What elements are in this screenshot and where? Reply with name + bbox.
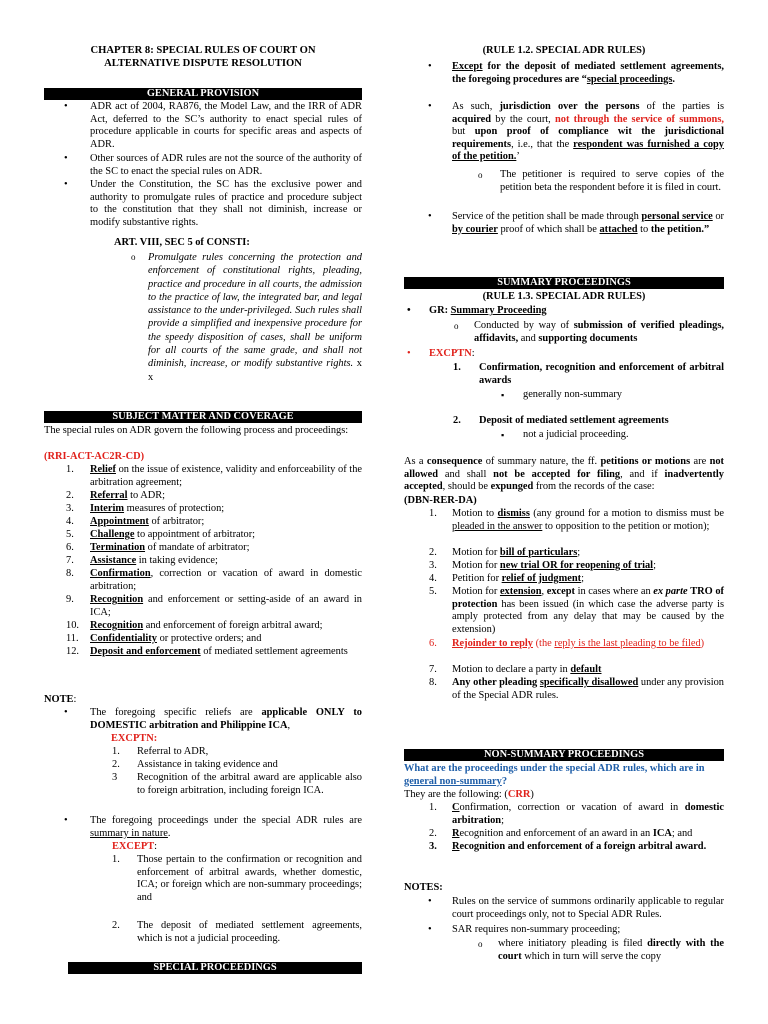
constitution-quote: o Promulgate rules concerning the protection and enforcement of constitutional rights, pleading, practice and procedure in all courts, the admission to the practice of law, the integrated bar, and legal assistance to the under-privileged. Such rules shall provide a simplified and inexpensive procedure for the speedy disposition of cases, shall be uniform for all courts of the same grade, and shall not diminish, increase, or modify substantive rights. x x <box>148 251 362 384</box>
rule12-bullet-3: • Service of the petition shall be made through personal service or by courier proof of which shall be attached to the petition.” <box>452 211 724 236</box>
square-bullet-icon <box>501 429 504 443</box>
motions-mnemonic: (DBN-RER-DA) <box>404 495 477 506</box>
nonsummary-question: What are the proceedings under the special ADR rules, which are in general non-summary? <box>404 763 705 787</box>
list-item: • ADR act of 2004, RA876, the Model Law, and the IRR of ADR Act, deferred to the SC’s authority to enact special rules of procedure applicable in courts for specific areas and aspects of ADR. <box>44 101 362 153</box>
nonsummary-item: 1. Confirmation, correction or vacation of award in domestic arbitration; <box>429 802 724 826</box>
circle-bullet-icon <box>478 169 483 183</box>
bullet-icon <box>428 211 432 224</box>
subject-mnemonic: (RRI-ACT-AC2R-CD) <box>44 451 145 462</box>
note-bullet-2: • The foregoing proceedings under the special ADR rules are summary in nature. <box>90 815 362 840</box>
excptn-item-1-sub: ▪ generally non-summary <box>523 389 622 402</box>
bullet-icon <box>64 707 68 720</box>
list-item: 2. The deposit of mediated settlement agreements, which is not a judicial proceeding. <box>112 920 362 944</box>
motion-item: 1. Motion to dismiss (any ground for a motion to dismiss must be pleaded in the answer to opposition to the petition or motion); <box>429 508 724 532</box>
except-label: EXCEPT: <box>112 841 158 852</box>
subject-list-item: 8. Confirmation, correction or vacation of award in domestic arbitration; <box>66 568 362 592</box>
excptn-line: • EXCPTN: <box>429 348 475 361</box>
note-bullet-1: • The foregoing specific reliefs are applicable ONLY to DOMESTIC arbitration and Philippine ICA, <box>90 707 362 732</box>
motion-item: 8. Any other pleading specifically disallowed under any provision of the Special ADR rules. <box>429 677 724 701</box>
rule12-sub: o The petitioner is required to serve copies of the petition beta the respondent before it is filed in court. <box>500 169 724 194</box>
subject-list-item: 7. Assistance in taking evidence; <box>66 555 218 566</box>
except-list <box>112 854 362 946</box>
special-proceedings-header: SPECIAL PROCEEDINGS <box>68 962 362 974</box>
bullet-icon <box>407 305 411 318</box>
subject-matter-header: SUBJECT MATTER AND COVERAGE <box>44 411 362 423</box>
subject-list <box>44 464 362 672</box>
bullet-icon <box>64 153 68 166</box>
subject-list-item: 2. Referral to ADR; <box>66 490 166 501</box>
summary-header: SUMMARY PROCEEDINGS <box>404 277 724 289</box>
bullet-icon <box>428 61 432 74</box>
list-item: • Under the Constitution, the SC has the exclusive power and authority to promulgate rules of practice and procedure subject to the constitution that they shall not diminish, increase or modify substantive rights. <box>44 179 362 231</box>
subject-list-item: 6. Termination of mandate of arbitrator; <box>66 542 250 553</box>
general-provision-list <box>44 101 362 231</box>
notes-sub: o where initiatory pleading is filed directly with the court which in turn will serve the copy <box>498 938 724 963</box>
chapter-title: CHAPTER 8: SPECIAL RULES OF COURT ON ALTERNATIVE DISPUTE RESOLUTION <box>90 45 316 69</box>
rule12-bullet-1: • Except for the deposit of mediated settlement agreements, the foregoing procedures are “special proceedings. <box>452 61 724 86</box>
subject-list-item: 10. Recognition and enforcement of foreign arbitral award; <box>66 620 323 631</box>
subject-list-item: 3. Interim measures of protection; <box>66 503 225 514</box>
list-item: 1. Referral to ADR, <box>112 746 209 757</box>
subject-list-item: 11. Confidentiality or protective orders; and <box>66 633 262 644</box>
circle-bullet-icon <box>454 320 459 334</box>
bullet-icon <box>64 101 68 114</box>
circle-bullet-icon <box>131 251 136 264</box>
nonsummary-intro: They are the following: (CRR) <box>404 789 534 800</box>
bullet-icon <box>428 924 432 937</box>
nonsummary-item: 3. Recognition and enforcement of a foreign arbitral award. <box>429 841 707 852</box>
general-provision-header: GENERAL PROVISION <box>44 88 362 100</box>
excptn-list <box>112 746 362 798</box>
rule12-title: (RULE 1.2. SPECIAL ADR RULES) <box>482 45 646 56</box>
consequence-paragraph: As a consequence of summary nature, the ff. petitions or motions are not allowed and shall not be accepted for filing, and if inadvertently accepted, should be expunged from the records of the case: <box>404 456 724 493</box>
nonsummary-item: 2. Recognition and enforcement of an award in an ICA; and <box>429 828 693 839</box>
bullet-icon <box>64 815 68 828</box>
nonsummary-header: NON-SUMMARY PROCEEDINGS <box>404 749 724 761</box>
list-item: • Other sources of ADR rules are not the source of the authority of the SC to enact the special rules on ADR. <box>44 153 362 179</box>
subject-list-item: 5. Challenge to appointment of arbitrator; <box>66 529 256 540</box>
excptn-item-2-sub: ▪ not a judicial proceeding. <box>523 429 629 442</box>
gr-line: • GR: Summary Proceeding <box>429 305 724 318</box>
summary-rule: (RULE 1.3. SPECIAL ADR RULES) <box>482 291 646 302</box>
square-bullet-icon <box>501 389 504 403</box>
notes-bullet-2: • SAR requires non-summary proceeding; <box>452 924 724 937</box>
nonsummary-list <box>429 802 724 854</box>
circle-bullet-icon <box>478 938 483 952</box>
subject-list-item: 9. Recognition and enforcement or setting-aside of an award in ICA; <box>66 594 362 618</box>
disallowed-motions-list <box>429 508 724 703</box>
subject-list-item: 12. Deposit and enforcement of mediated settlement agreements <box>66 646 348 657</box>
note-label: NOTE: <box>44 694 77 705</box>
notes-label: NOTES: <box>404 882 443 893</box>
motion-item: 3. Motion for new trial OR for reopening of trial; <box>429 560 656 571</box>
motion-item: 6. Rejoinder to reply (the reply is the last pleading to be filed) <box>429 638 705 649</box>
list-item: 2. Assistance in taking evidence and <box>112 759 278 770</box>
bullet-icon <box>428 896 432 909</box>
list-item: 1. Those pertain to the confirmation or recognition and enforcement of arbitral awards, whether domestic, ICA; or foreign which are non-summary proceedings; and <box>112 854 362 903</box>
motion-item: 5. Motion for extension, except in cases where an ex parte TRO of protection has been issued (in which case the adverse party is amply protected from any delay that may be caused by the extension) <box>429 586 724 635</box>
motion-item: 7. Motion to declare a party in default <box>429 664 602 675</box>
list-item: 3 Recognition of the arbitral award are applicable also to foreign arbitration, including foreign ICA. <box>112 772 362 796</box>
bullet-icon <box>64 179 68 192</box>
subject-list-item: 4. Appointment of arbitrator; <box>66 516 205 527</box>
rule12-bullet-2: • As such, jurisdiction over the persons of the parties is acquired by the court, not through the service of summons, but upon proof of compliance wit the jurisdictional requirements, i.e., that the respondent was furnished a copy of the petition.’ <box>452 101 724 164</box>
motion-item: 4. Petition for relief of judgment; <box>429 573 584 584</box>
motion-item: 2. Motion for bill of particulars; <box>429 547 581 558</box>
excptn-item-1: 1. Confirmation, recognition and enforcement of arbitral awards <box>453 362 724 386</box>
bullet-icon <box>407 348 411 361</box>
subject-intro: The special rules on ADR govern the following process and proceedings: <box>44 425 349 436</box>
subject-list-item: 1. Relief on the issue of existence, validity and enforceability of the arbitration agreement; <box>66 464 362 488</box>
bullet-icon <box>428 101 432 114</box>
art-heading: ART. VIII, SEC 5 of CONSTI: <box>114 237 250 248</box>
excptn-label: EXCPTN: <box>111 733 158 744</box>
notes-bullet-1: • Rules on the service of summons ordinarily applicable to regular court proceedings only, not to Special ADR Rules. <box>452 896 724 921</box>
excptn-item-2: 2. Deposit of mediated settlement agreements <box>453 415 669 426</box>
gr-sub: o Conducted by way of submission of verified pleadings, affidavits, and supporting documents <box>474 320 724 345</box>
